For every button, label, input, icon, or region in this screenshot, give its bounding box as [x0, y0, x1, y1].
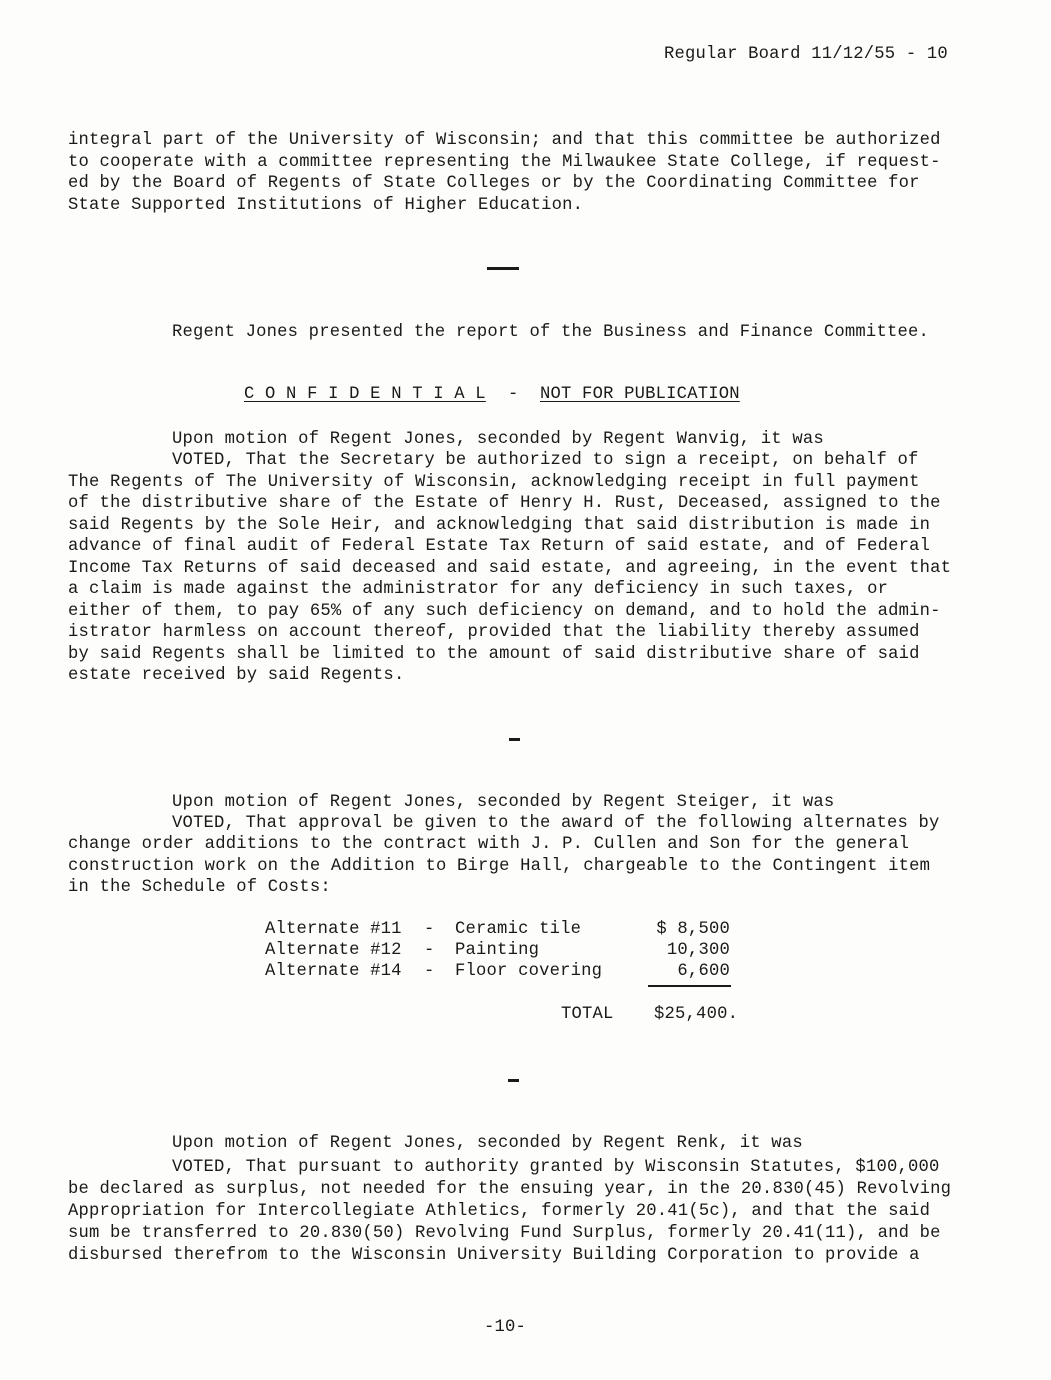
row-dash: - — [424, 941, 435, 960]
alternate-item: Ceramic tile — [455, 920, 582, 939]
alternate-amount: 10,300 — [666, 941, 730, 960]
alternate-amount: 6,600 — [677, 962, 730, 981]
motion-intro: Upon motion of Regent Jones, seconded by Regent Renk, it was — [172, 1134, 803, 1153]
text-line: ed by the Board of Regents of State Colleges or by the Coordinating Committee for — [68, 174, 920, 193]
text-line: Income Tax Returns of said deceased and said estate, and agreeing, in the event that — [68, 559, 952, 578]
text-line: construction work on the Addition to Birge Hall, chargeable to the Contingent item — [68, 857, 931, 876]
confidential-separator: - — [508, 385, 519, 404]
text-line: said Regents by the Sole Heir, and acknowledging that said distribution is made in — [68, 516, 931, 535]
text-line: in the Schedule of Costs: — [68, 878, 331, 897]
text-line: State Supported Institutions of Higher Education. — [68, 196, 584, 215]
text-line: istrator harmless on account thereof, provided that the liability thereby assumed — [68, 623, 920, 642]
text-line: by said Regents shall be limited to the amount of said distributive share of said — [68, 645, 920, 664]
text-line: estate received by said Regents. — [68, 666, 405, 685]
alternate-item: Painting — [455, 941, 540, 960]
section-divider — [509, 738, 520, 741]
not-for-publication-label: NOT FOR PUBLICATION — [540, 385, 740, 404]
text-line: The Regents of The University of Wisconsin, acknowledging receipt in full payment — [68, 473, 920, 492]
text-line: change order additions to the contract with J. P. Cullen and Son for the general — [68, 835, 910, 854]
section-divider — [508, 1079, 519, 1082]
voted-line: VOTED, That pursuant to authority granted by Wisconsin Statutes, $100,000 — [172, 1158, 940, 1177]
text-line: be declared as surplus, not needed for the ensuing year, in the 20.830(45) Revolving — [68, 1180, 952, 1199]
text-line: sum be transferred to 20.830(50) Revolving Fund Surplus, formerly 20.41(11), and be — [68, 1224, 941, 1243]
voted-line: VOTED, That approval be given to the award of the following alternates by — [172, 814, 940, 833]
row-dash: - — [424, 920, 435, 939]
section-divider — [487, 267, 519, 270]
voted-line: VOTED, That the Secretary be authorized to sign a receipt, on behalf of — [172, 451, 919, 470]
text-line: advance of final audit of Federal Estate Tax Return of said estate, and of Federal — [68, 537, 931, 556]
confidential-label: C O N F I D E N T I A L — [244, 385, 486, 404]
alternate-number: Alternate #11 — [265, 920, 402, 939]
text-line: of the distributive share of the Estate of Henry H. Rust, Deceased, assigned to the — [68, 494, 941, 513]
text-line: integral part of the University of Wisconsin; and that this committee be authorized — [68, 131, 941, 150]
text-line: to cooperate with a committee representing the Milwaukee State College, if request- — [68, 153, 941, 172]
text-line: Appropriation for Intercollegiate Athletics, formerly 20.41(5c), and that the said — [68, 1202, 931, 1221]
page-number: -10- — [484, 1318, 527, 1337]
alternate-number: Alternate #14 — [265, 962, 402, 981]
total-value: $25,400. — [654, 1005, 739, 1024]
running-head: Regular Board 11/12/55 - 10 — [664, 45, 948, 64]
report-intro: Regent Jones presented the report of the Business and Finance Committee. — [172, 323, 930, 342]
total-label: TOTAL — [561, 1005, 614, 1024]
alternate-item: Floor covering — [455, 962, 603, 981]
sum-rule — [648, 985, 731, 987]
motion-intro: Upon motion of Regent Jones, seconded by Regent Steiger, it was — [172, 793, 835, 812]
row-dash: - — [424, 962, 435, 981]
text-line: either of them, to pay 65% of any such deficiency on demand, and to hold the admin- — [68, 602, 941, 621]
alternate-number: Alternate #12 — [265, 941, 402, 960]
text-line: disbursed therefrom to the Wisconsin University Building Corporation to provide a — [68, 1246, 920, 1265]
alternate-amount: $ 8,500 — [656, 920, 730, 939]
text-line: a claim is made against the administrator for any deficiency in such taxes, or — [68, 580, 889, 599]
motion-intro: Upon motion of Regent Jones, seconded by Regent Wanvig, it was — [172, 430, 824, 449]
